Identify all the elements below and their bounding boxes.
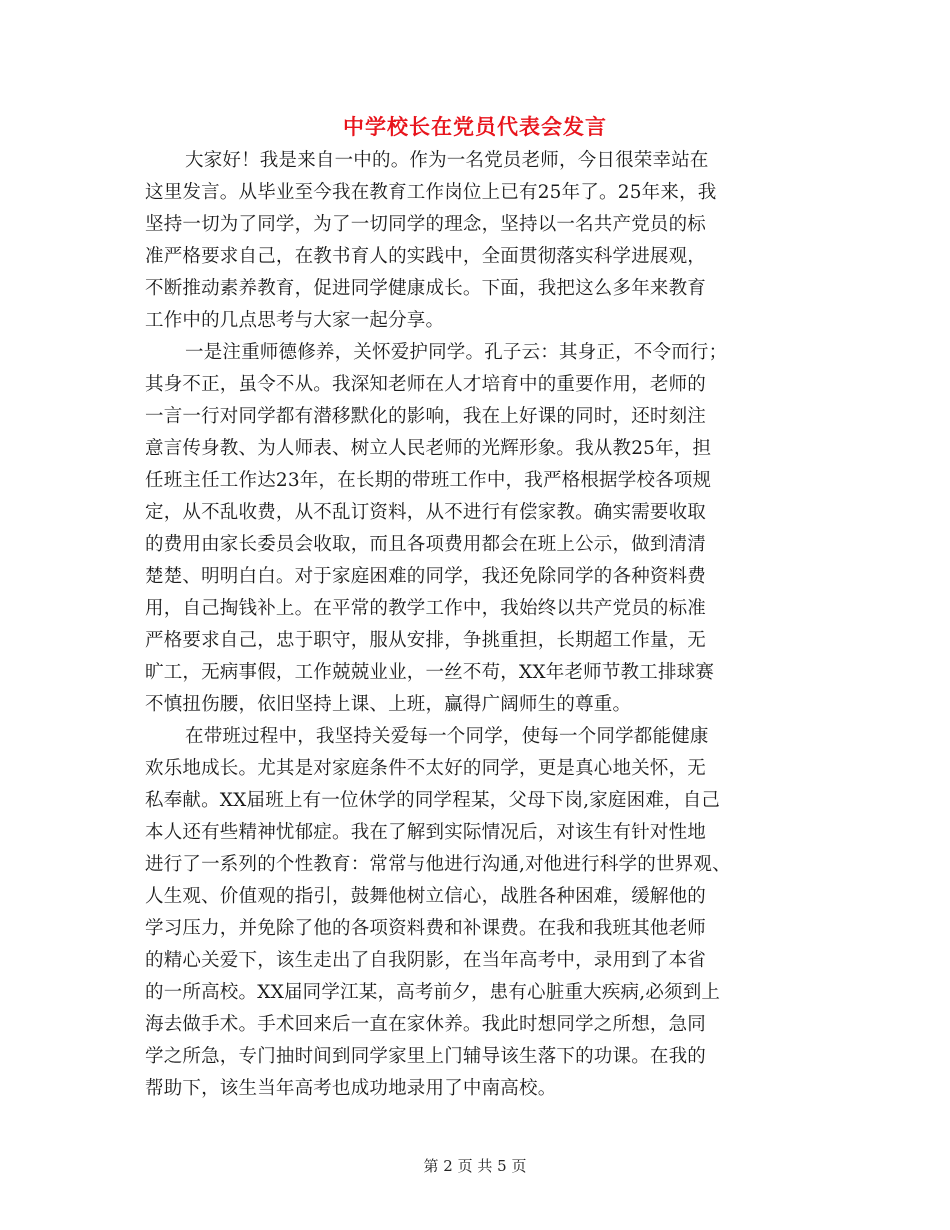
paragraph-line: 一是注重师德修养，关怀爱护同学。孔子云：其身正，不令而行； bbox=[185, 342, 728, 363]
paragraph-line: 意言传身教、为人师表、树立人民老师的光辉形象。我从教25年，担 bbox=[145, 438, 712, 459]
paragraph-line: 进行了一系列的个性教育：常常与他进行沟通,对他进行科学的世界观、 bbox=[145, 854, 731, 875]
paragraph-line: 严格要求自己，忠于职守，服从安排，争挑重担，长期超工作量，无 bbox=[145, 630, 707, 651]
paragraph-line: 工作中的几点思考与大家一起分享。 bbox=[145, 310, 445, 331]
paragraph-line: 的一所高校。XX届同学江某，高考前夕，患有心脏重大疾病,必须到上 bbox=[145, 982, 721, 1003]
paragraph-line: 旷工，无病事假，工作兢兢业业，一丝不苟，XX年老师节教工排球赛 bbox=[145, 662, 715, 683]
paragraph-line: 准严格要求自己，在教书育人的实践中，全面贯彻落实科学进展观， bbox=[145, 246, 707, 267]
document-body bbox=[145, 145, 825, 1105]
paragraph-line: 本人还有些精神忧郁症。我在了解到实际情况后，对该生有针对性地 bbox=[145, 822, 707, 843]
paragraph-line: 用，自己掏钱补上。在平常的教学工作中，我始终以共产党员的标准 bbox=[145, 598, 707, 619]
paragraph-line: 其身不正，虽令不从。我深知老师在人才培育中的重要作用，老师的 bbox=[145, 374, 707, 395]
paragraph-line: 的费用由家长委员会收取，而且各项费用都会在班上公示，做到清清 bbox=[145, 534, 707, 555]
paragraph-line: 坚持一切为了同学，为了一切同学的理念，坚持以一名共产党员的标 bbox=[145, 214, 707, 235]
paragraph-line: 私奉献。XX届班上有一位休学的同学程某，父母下岗,家庭困难，自己 bbox=[145, 790, 721, 811]
paragraph-line: 一言一行对同学都有潜移默化的影响，我在上好课的同时，还时刻注 bbox=[145, 406, 707, 427]
paragraph-line: 欢乐地成长。尤其是对家庭条件不太好的同学，更是真心地关怀，无 bbox=[145, 758, 707, 779]
document-title: 中学校长在党员代表会发言 bbox=[343, 114, 607, 139]
paragraph-line: 学之所急，专门抽时间到同学家里上门辅导该生落下的功课。在我的 bbox=[145, 1046, 707, 1067]
paragraph-line: 海去做手术。手术回来后一直在家休养。我此时想同学之所想，急同 bbox=[145, 1014, 707, 1035]
paragraph-line: 定，从不乱收费，从不乱订资料，从不进行有偿家教。确实需要收取 bbox=[145, 502, 707, 523]
paragraph-line: 的精心关爱下，该生走出了自我阴影，在当年高考中，录用到了本省 bbox=[145, 950, 707, 971]
paragraph-line: 学习压力，并免除了他的各项资料费和补课费。在我和我班其他老师 bbox=[145, 918, 707, 939]
page-footer: 第 2 页 共 5 页 bbox=[423, 1157, 527, 1175]
paragraph-line: 不断推动素养教育，促进同学健康成长。下面，我把这么多年来教育 bbox=[145, 278, 707, 299]
paragraph-line: 人生观、价值观的指引，鼓舞他树立信心，战胜各种困难，缓解他的 bbox=[145, 886, 707, 907]
paragraph-line: 帮助下，该生当年高考也成功地录用了中南高校。 bbox=[145, 1078, 557, 1099]
paragraph-line: 这里发言。从毕业至今我在教育工作岗位上已有25年了。25年来，我 bbox=[145, 182, 717, 203]
paragraph-line: 在带班过程中，我坚持关爱每一个同学，使每一个同学都能健康 bbox=[185, 726, 709, 747]
paragraph-line: 大家好！我是来自一中的。作为一名党员老师，今日很荣幸站在 bbox=[185, 150, 709, 171]
paragraph-line: 不慎扭伤腰，依旧坚持上课、上班，赢得广阔师生的尊重。 bbox=[145, 694, 632, 715]
paragraph-line: 任班主任工作达23年，在长期的带班工作中，我严格根据学校各项规 bbox=[145, 470, 712, 491]
paragraph-line: 楚楚、明明白白。对于家庭困难的同学，我还免除同学的各种资料费 bbox=[145, 566, 707, 587]
